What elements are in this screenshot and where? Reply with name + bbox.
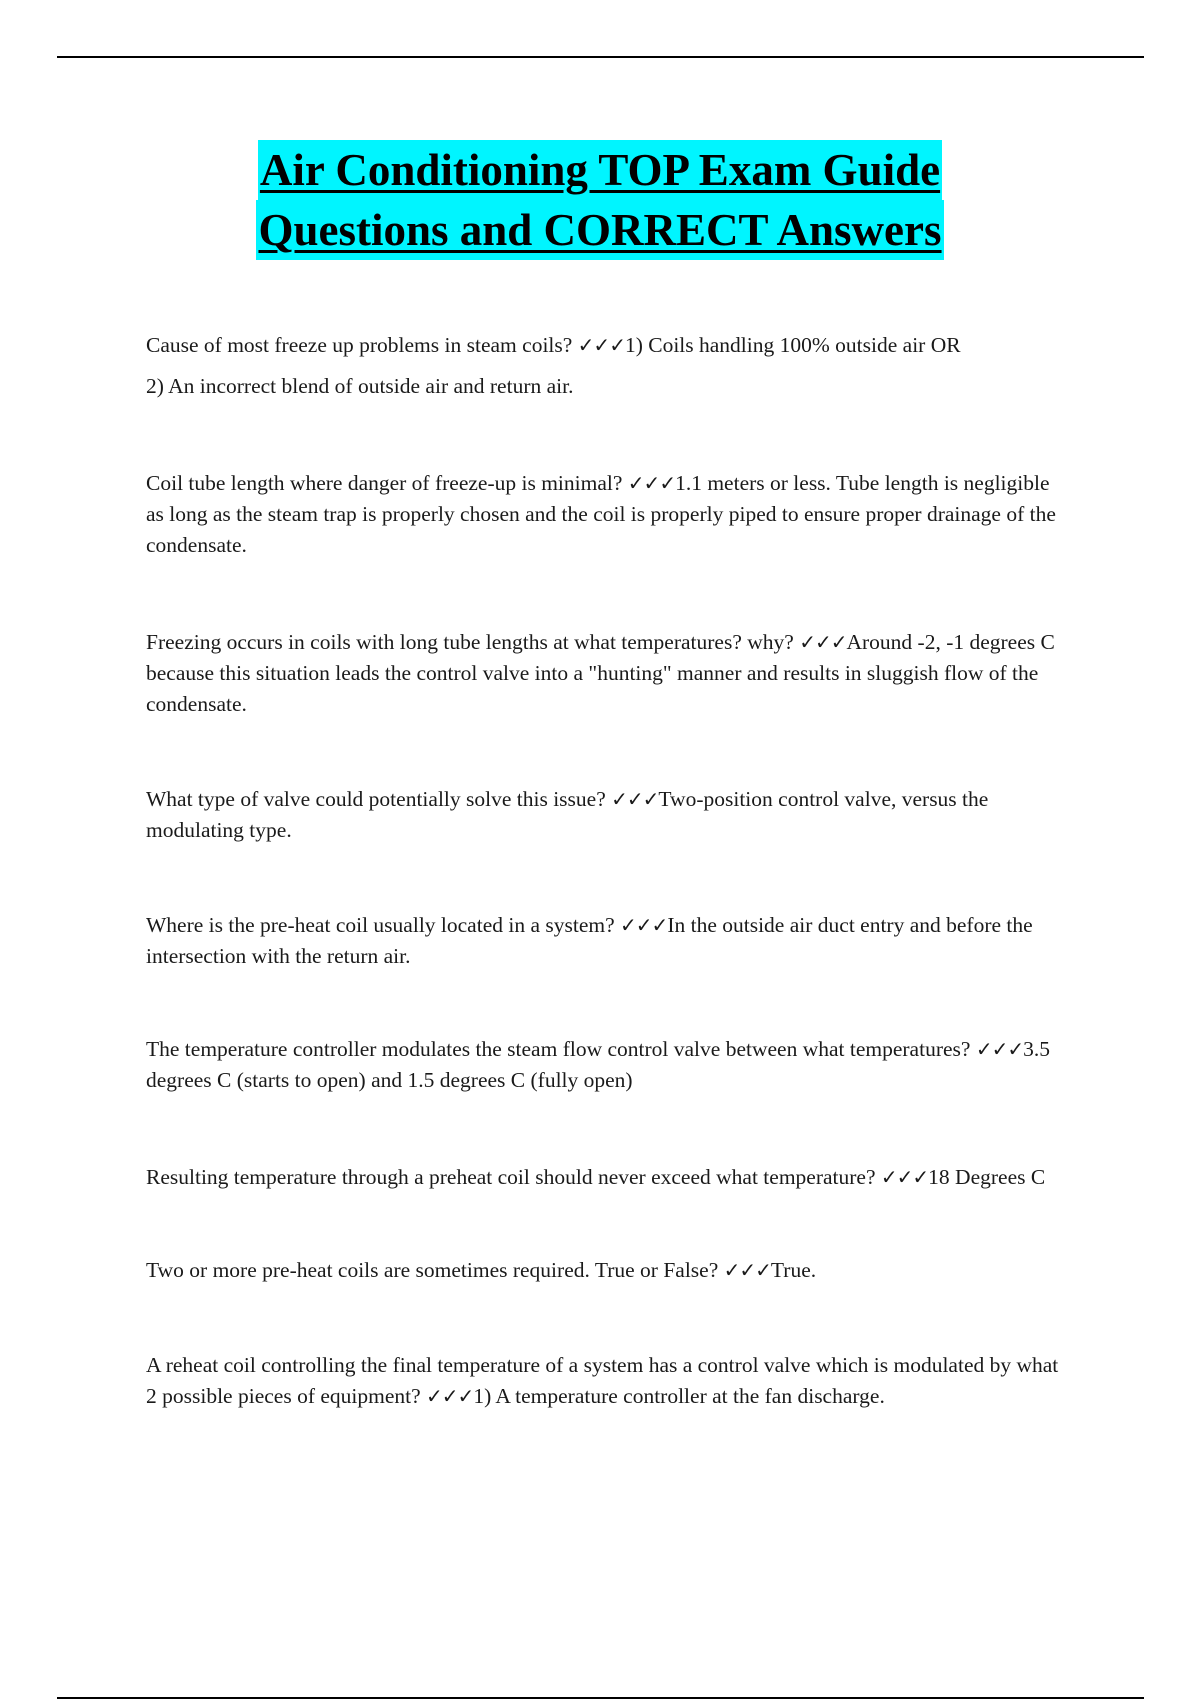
answer-text: 2) An incorrect blend of outside air and return air.	[146, 374, 574, 398]
answer-text: 1) Coils handling 100% outside air OR	[624, 333, 961, 357]
check-marks-icon: ✓✓✓	[799, 630, 847, 654]
answer-text: Two-position control valve, versus the modulating type.	[146, 787, 989, 842]
qa-item-3	[146, 627, 1066, 720]
qa-item-1	[146, 330, 1066, 361]
qa-item-9	[146, 1350, 1066, 1412]
qa-item-8	[146, 1255, 1066, 1286]
top-rule	[57, 56, 1144, 58]
answer-text: True.	[770, 1258, 817, 1282]
qa-item-6	[146, 1034, 1066, 1096]
check-marks-icon: ✓✓✓	[620, 913, 668, 937]
qa-item-4	[146, 784, 1066, 846]
check-marks-icon: ✓✓✓	[426, 1384, 474, 1408]
question-text: Two or more pre-heat coils are sometimes required. True or False?	[146, 1258, 719, 1282]
answer-text: 3.5 degrees C (starts to open) and 1.5 degrees C (fully open)	[146, 1037, 1050, 1092]
qa-item-1-continued	[146, 371, 1066, 402]
question-text: A reheat coil controlling the final temperature of a system has a control valve which is modulated by what 2 possible pieces of equipment?	[146, 1353, 1059, 1408]
title-line-2: Questions and CORRECT Answers	[256, 200, 943, 260]
question-text: Coil tube length where danger of freeze-up is minimal?	[146, 471, 623, 495]
title-line-1: Air Conditioning TOP Exam Guide	[258, 140, 942, 200]
qa-list	[146, 330, 1066, 1412]
check-marks-icon: ✓✓✓	[627, 471, 676, 495]
answer-text: 1) A temperature controller at the fan discharge.	[473, 1384, 885, 1408]
check-marks-icon: ✓✓✓	[611, 787, 659, 811]
document-title	[0, 140, 1200, 260]
question-text: What type of valve could potentially solve this issue?	[146, 787, 606, 811]
question-text: Freezing occurs in coils with long tube lengths at what temperatures? why?	[146, 630, 794, 654]
question-text: The temperature controller modulates the steam flow control valve between what temperatures?	[146, 1037, 971, 1061]
qa-item-7	[146, 1162, 1066, 1193]
check-marks-icon: ✓✓✓	[577, 333, 625, 357]
question-text: Where is the pre-heat coil usually located in a system?	[146, 913, 615, 937]
answer-text: In the outside air duct entry and before the intersection with the return air.	[146, 913, 1033, 968]
check-marks-icon: ✓✓✓	[723, 1258, 771, 1282]
qa-item-2	[146, 468, 1066, 561]
answer-text: 1.1 meters or less. Tube length is negligible as long as the steam trap is properly chosen and the coil is properly piped to ensure proper drainage of the condensate.	[146, 471, 1056, 557]
check-marks-icon: ✓✓✓	[880, 1165, 929, 1189]
question-text: Cause of most freeze up problems in steam coils?	[146, 333, 573, 357]
answer-text: 18 Degrees C	[928, 1165, 1046, 1189]
check-marks-icon: ✓✓✓	[975, 1037, 1024, 1061]
bottom-rule	[57, 1697, 1144, 1699]
answer-text: Around -2, -1 degrees C because this situation leads the control valve into a "hunting" manner and results in sluggish flow of the condensate.	[146, 630, 1055, 716]
qa-item-5	[146, 910, 1066, 972]
question-text: Resulting temperature through a preheat coil should never exceed what temperature?	[146, 1165, 876, 1189]
